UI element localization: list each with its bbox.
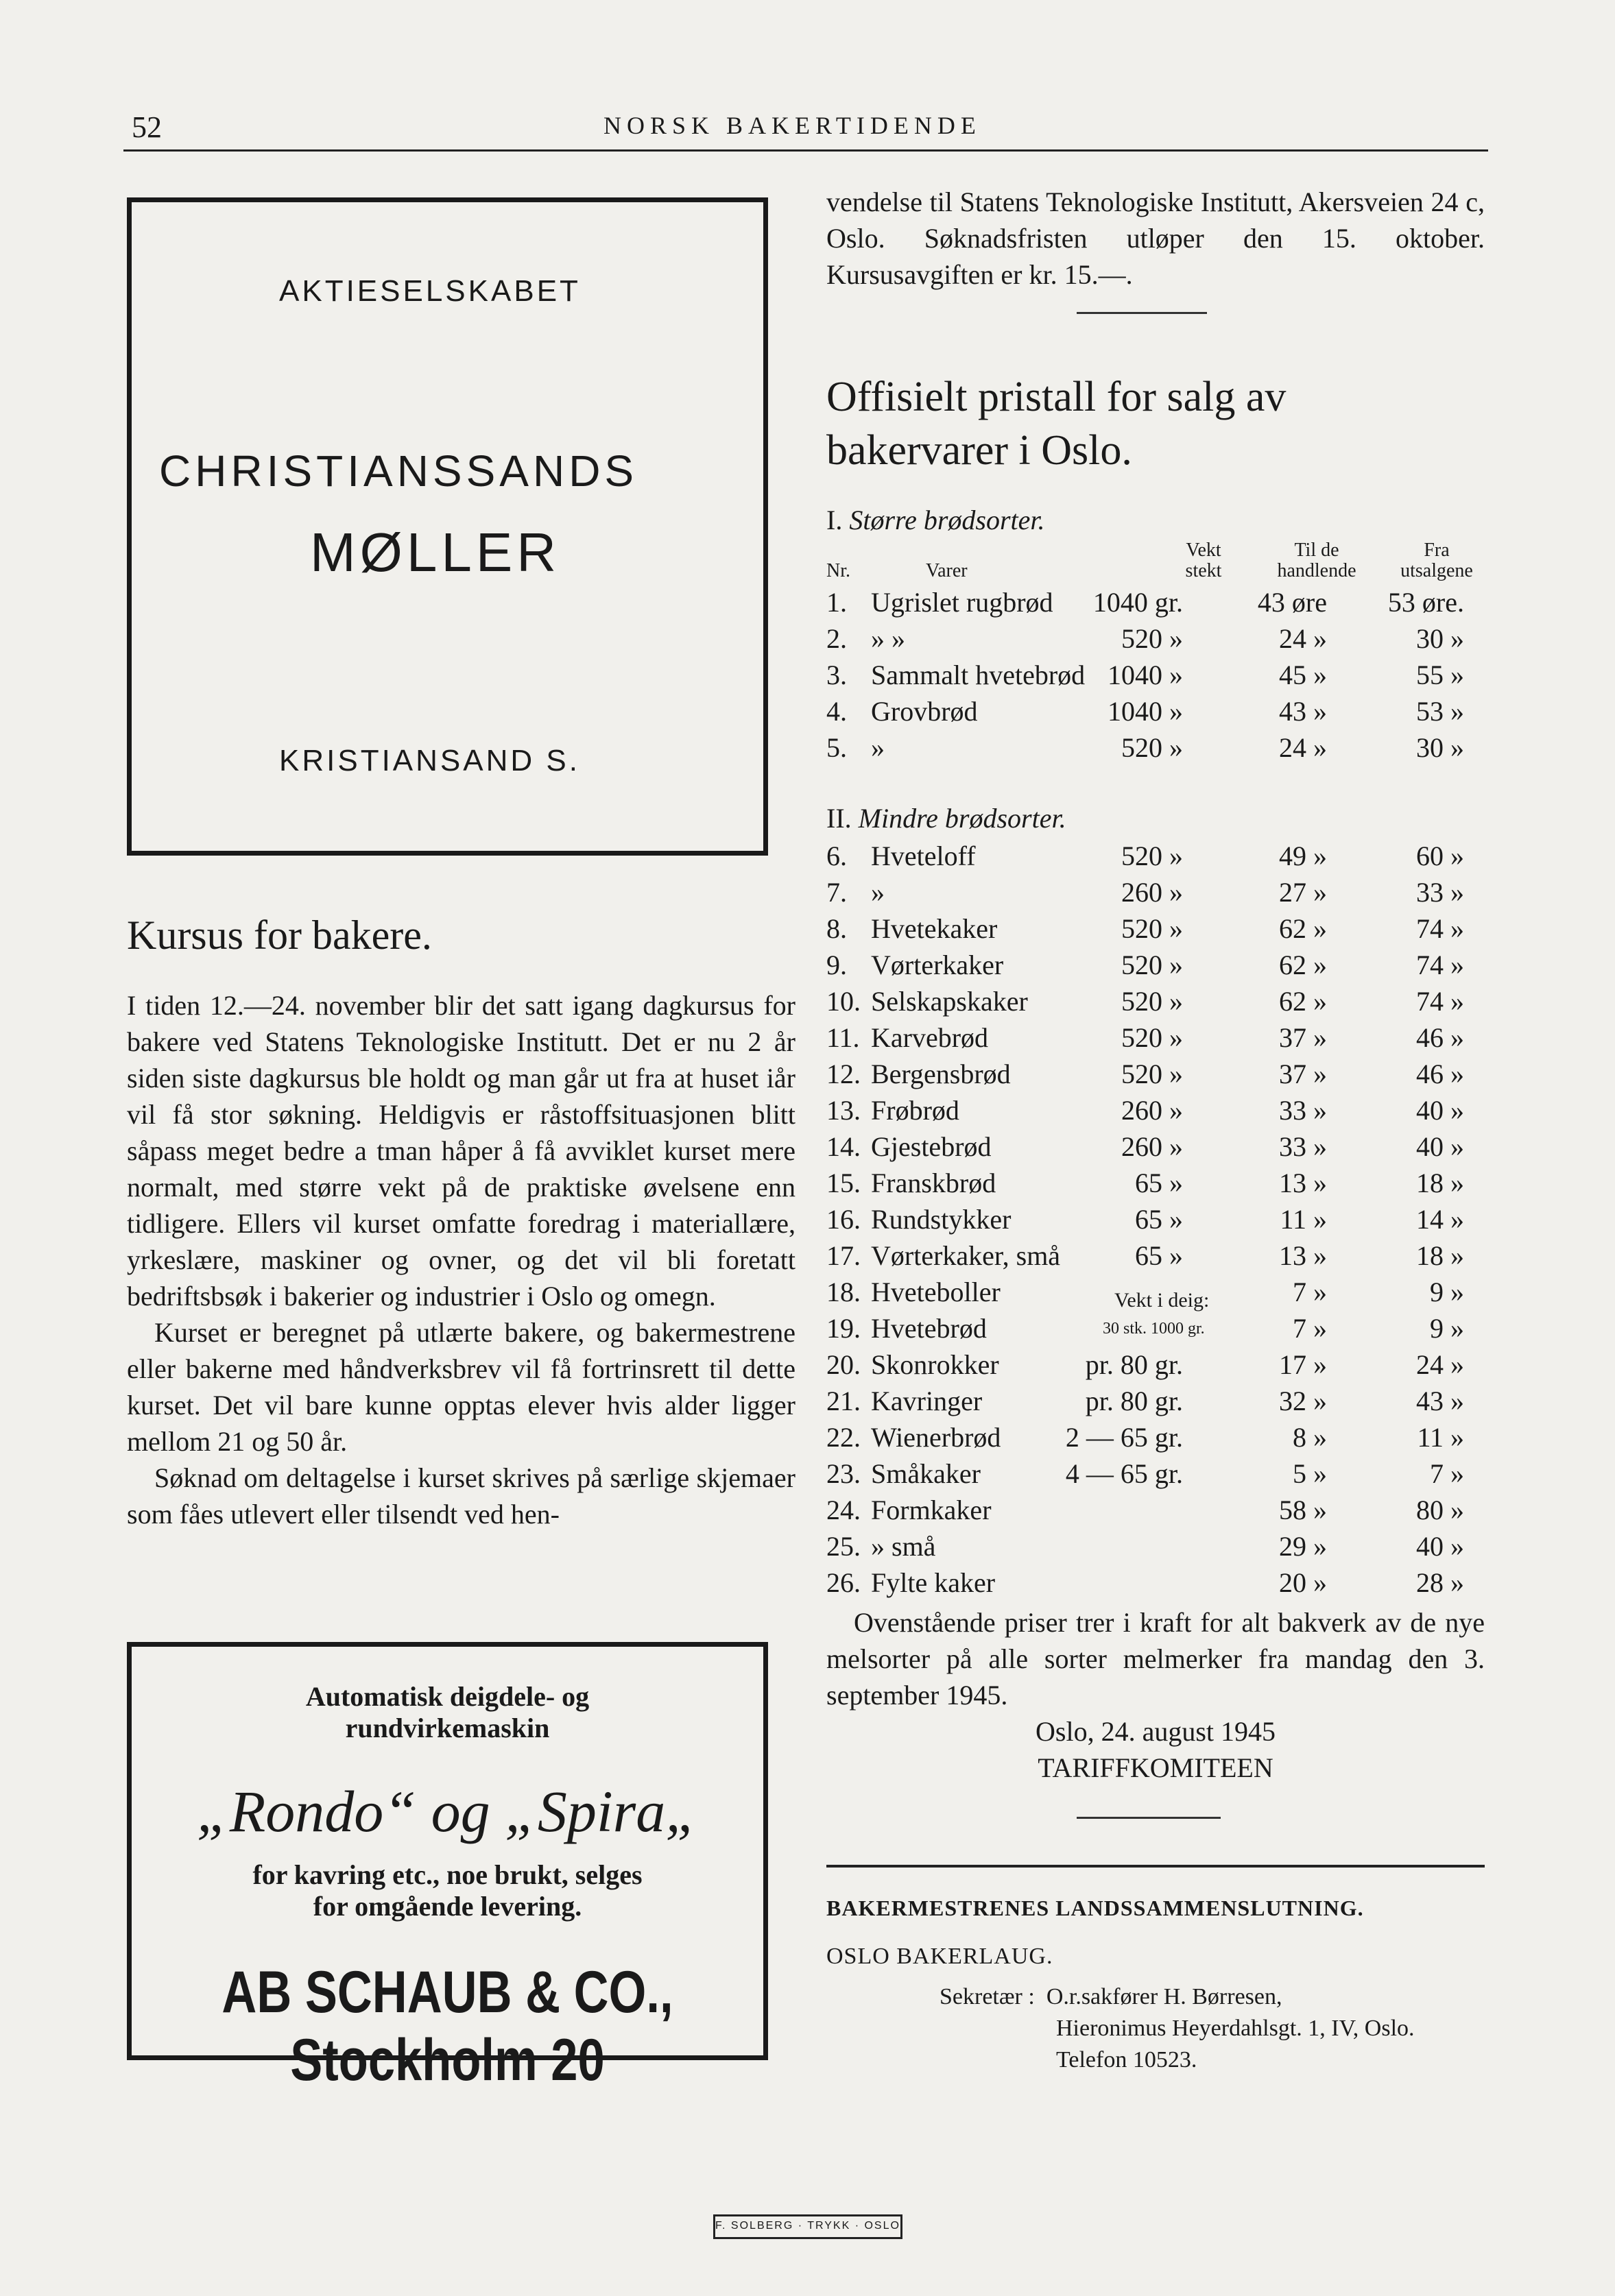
row-number: 24. <box>826 1495 861 1525</box>
row-price-retail: 40 » <box>1416 1095 1464 1126</box>
row-price-trade: 13 » <box>1279 1240 1327 1271</box>
row-price-trade: 8 » <box>1293 1422 1327 1453</box>
christianssands-ad <box>127 197 768 856</box>
row-weight: pr. 80 gr. <box>1085 1386 1183 1416</box>
row-price-trade: 27 » <box>1279 877 1327 908</box>
row-price-retail: 18 » <box>1416 1168 1464 1198</box>
row-item-name: » » <box>871 623 905 654</box>
row-weight: 520 » <box>1121 913 1183 944</box>
ad-company-name-2: MØLLER <box>310 522 560 583</box>
price-row <box>826 1421 1485 1458</box>
row-price-trade: 5 » <box>1293 1458 1327 1489</box>
col-head-text: utsalgene <box>1400 560 1473 581</box>
row-price-retail: 7 » <box>1430 1458 1464 1489</box>
price-row <box>826 586 1485 623</box>
ad-line: AKTIESELSKABET <box>279 274 581 308</box>
row-item-name: Skonrokker <box>871 1349 999 1380</box>
row-number: 16. <box>826 1204 861 1235</box>
row-item-name: » små <box>871 1531 936 1562</box>
row-item-name: Hveteboller <box>871 1277 1001 1307</box>
col-head-nr: Nr. <box>826 560 850 581</box>
row-number: 5. <box>826 732 847 763</box>
row-weight: 260 » <box>1121 1095 1183 1126</box>
ad-company: AB SCHAUB & CO., Stockholm 20 <box>222 1959 673 2093</box>
price-closing <box>826 1604 1485 1786</box>
row-price-trade: 62 » <box>1279 950 1327 980</box>
col-head-text: Til de <box>1294 540 1339 561</box>
running-head: NORSK BAKERTIDENDE <box>603 112 981 139</box>
row-item-name: Hvetebrød <box>871 1313 987 1344</box>
row-item-name: Franskbrød <box>871 1168 996 1198</box>
col-head-fra <box>1385 540 1488 581</box>
row-price-retail: 53 øre. <box>1387 587 1464 618</box>
article-paragraph: Søknad om deltagelse i kurset skrives på særlige skjemaer som fåes utlevert eller tilsendt ved hen- <box>127 1462 795 1530</box>
row-weight: 1040 » <box>1108 696 1183 727</box>
printer-imprint: F. SOLBERG · TRYKK · OSLO <box>713 2214 902 2239</box>
row-item-name: Sammalt hvetebrød <box>871 660 1086 690</box>
col-head-varer: Varer <box>926 560 968 581</box>
price-row <box>826 1458 1485 1494</box>
row-weight: 260 » <box>1121 1131 1183 1162</box>
price-heading-line: bakervarer i Oslo. <box>826 427 1132 474</box>
section-title: Mindre brødsorter. <box>858 803 1066 834</box>
row-price-retail: 46 » <box>1416 1022 1464 1053</box>
price-row <box>826 623 1485 659</box>
section-label <box>826 802 1066 834</box>
col-head-til <box>1262 540 1372 581</box>
closing-text: Ovenstående priser trer i kraft for alt bakverk av de nye melsorter på alle sorter melmerker fra mandag den 3. september 1945. <box>826 1607 1485 1711</box>
section-title: Større brødsorter. <box>849 505 1045 535</box>
row-weight: 260 » <box>1121 877 1183 908</box>
row-price-trade: 37 » <box>1279 1022 1327 1053</box>
row-number: 10. <box>826 986 861 1017</box>
row-price-trade: 37 » <box>1279 1059 1327 1089</box>
col-head-text: handlende <box>1277 560 1356 581</box>
row-price-retail: 9 » <box>1430 1313 1464 1344</box>
section-number: II. <box>826 803 852 834</box>
deig-note: 30 stk. 1000 gr. <box>1103 1320 1205 1338</box>
row-item-name: Karvebrød <box>871 1022 989 1053</box>
price-row <box>826 659 1485 695</box>
row-price-retail: 30 » <box>1416 732 1464 763</box>
row-price-retail: 53 » <box>1416 696 1464 727</box>
price-row <box>826 876 1485 913</box>
row-number: 15. <box>826 1168 861 1198</box>
section-label <box>826 504 1045 536</box>
row-number: 6. <box>826 841 847 871</box>
row-number: 11. <box>826 1022 860 1053</box>
row-price-retail: 24 » <box>1416 1349 1464 1380</box>
row-item-name: Gjestebrød <box>871 1131 992 1162</box>
col-head-text: Fra <box>1424 540 1450 561</box>
row-price-retail: 30 » <box>1416 623 1464 654</box>
price-heading <box>826 370 1286 477</box>
row-weight: 65 » <box>1135 1204 1183 1235</box>
row-price-retail: 74 » <box>1416 986 1464 1017</box>
row-weight: 4 — 65 gr. <box>1065 1458 1183 1489</box>
col-head-vekt <box>1159 540 1248 581</box>
price-row <box>826 949 1485 985</box>
col-head-text: stekt <box>1185 560 1222 581</box>
separator <box>1077 312 1207 314</box>
row-price-retail: 11 » <box>1417 1422 1464 1453</box>
row-number: 21. <box>826 1386 861 1416</box>
row-number: 14. <box>826 1131 861 1162</box>
row-price-trade: 33 » <box>1279 1131 1327 1162</box>
row-number: 12. <box>826 1059 861 1089</box>
row-price-trade: 32 » <box>1279 1386 1327 1416</box>
price-heading-line: Offisielt pristall for salg av <box>826 374 1287 420</box>
row-number: 23. <box>826 1458 861 1489</box>
row-number: 4. <box>826 696 847 727</box>
row-price-trade: 45 » <box>1279 660 1327 690</box>
row-price-retail: 40 » <box>1416 1131 1464 1162</box>
price-row <box>826 1022 1485 1058</box>
row-item-name: Grovbrød <box>871 696 978 727</box>
ad-text: rundvirkemaskin <box>345 1713 550 1743</box>
row-price-retail: 80 » <box>1416 1495 1464 1525</box>
organisation-sub: OSLO BAKERLAUG. <box>826 1944 1053 1969</box>
row-weight: 520 » <box>1121 732 1183 763</box>
row-item-name: Hvetekaker <box>871 913 998 944</box>
committee: TARIFFKOMITEEN <box>1038 1752 1273 1783</box>
row-item-name: Ugrislet rugbrød <box>871 587 1053 618</box>
price-row <box>826 1058 1485 1094</box>
ad-text: Automatisk deigdele- og <box>305 1681 590 1712</box>
place-date: Oslo, 24. august 1945 <box>1036 1716 1276 1747</box>
article-paragraph: Kurset er beregnet på utlærte bakere, og bakermestrene eller bakerne med håndverksbrev vil få fortrinsrett til dette kurset. Det vil bare kunne opptas elever hvis alder ligger mellom 21 og 50 år. <box>127 1317 795 1457</box>
price-row <box>826 1530 1485 1567</box>
organisation-heading: BAKERMESTRENES LANDSSAMMENSLUTNING. <box>826 1896 1364 1920</box>
article-heading: Kursus for bakere. <box>127 913 432 958</box>
price-row <box>826 913 1485 949</box>
row-price-trade: 17 » <box>1279 1349 1327 1380</box>
row-number: 20. <box>826 1349 861 1380</box>
ad-location: KRISTIANSAND S. <box>279 744 580 777</box>
row-price-retail: 43 » <box>1416 1386 1464 1416</box>
page-number: 52 <box>132 110 162 144</box>
row-item-name: » <box>871 732 885 763</box>
row-number: 1. <box>826 587 847 618</box>
price-row <box>826 1131 1485 1167</box>
row-price-retail: 33 » <box>1416 877 1464 908</box>
row-item-name: » <box>871 877 885 908</box>
row-number: 26. <box>826 1567 861 1598</box>
row-price-trade: 58 » <box>1279 1495 1327 1525</box>
row-price-trade: 49 » <box>1279 841 1327 871</box>
row-price-trade: 24 » <box>1279 623 1327 654</box>
price-row <box>826 1567 1485 1603</box>
row-price-retail: 55 » <box>1416 660 1464 690</box>
row-item-name: Selskapskaker <box>871 986 1028 1017</box>
row-price-retail: 74 » <box>1416 913 1464 944</box>
row-price-retail: 74 » <box>1416 950 1464 980</box>
row-price-retail: 40 » <box>1416 1531 1464 1562</box>
row-price-retail: 9 » <box>1430 1277 1464 1307</box>
price-row <box>826 1494 1485 1530</box>
ad-machine-title <box>132 1681 763 1744</box>
row-number: 13. <box>826 1095 861 1126</box>
row-number: 18. <box>826 1277 861 1307</box>
price-row <box>826 1203 1485 1240</box>
row-weight: 520 » <box>1121 986 1183 1017</box>
ad-text: for kavring etc., noe brukt, selges <box>252 1859 643 1890</box>
deig-note: Vekt i deig: <box>1114 1289 1210 1312</box>
section-rule <box>826 1865 1485 1868</box>
section-number: I. <box>826 505 843 535</box>
row-number: 22. <box>826 1422 861 1453</box>
row-item-name: Frøbrød <box>871 1095 959 1126</box>
row-number: 7. <box>826 877 847 908</box>
row-price-trade: 62 » <box>1279 913 1327 944</box>
col-head-text: Vekt <box>1186 540 1221 561</box>
price-row <box>826 840 1485 876</box>
row-weight: 1040 » <box>1108 660 1183 690</box>
row-price-retail: 18 » <box>1416 1240 1464 1271</box>
row-price-trade: 20 » <box>1279 1567 1327 1598</box>
row-number: 17. <box>826 1240 861 1271</box>
separator <box>1077 1817 1221 1819</box>
row-number: 2. <box>826 623 847 654</box>
price-row <box>826 985 1485 1022</box>
row-price-trade: 24 » <box>1279 732 1327 763</box>
price-row <box>826 695 1485 732</box>
row-price-trade: 11 » <box>1280 1204 1327 1235</box>
row-item-name: Småkaker <box>871 1458 981 1489</box>
row-price-retail: 28 » <box>1416 1567 1464 1598</box>
price-row <box>826 1385 1485 1421</box>
secretary-phone: Telefon 10523. <box>1056 2047 1197 2073</box>
ad-text: for omgående levering. <box>313 1891 582 1922</box>
row-item-name: Rundstykker <box>871 1204 1012 1235</box>
row-item-name: Wienerbrød <box>871 1422 1001 1453</box>
header-rule <box>123 149 1488 152</box>
secretary-name: O.r.sakfører H. Børresen, <box>1046 1984 1282 2009</box>
ad-product-names: „Rondo“ og „Spira„ <box>196 1778 699 1844</box>
row-price-trade: 62 » <box>1279 986 1327 1017</box>
row-weight: 520 » <box>1121 1022 1183 1053</box>
row-price-trade: 43 » <box>1279 696 1327 727</box>
row-weight: 1040 gr. <box>1092 587 1183 618</box>
price-row <box>826 1167 1485 1203</box>
row-item-name: Hveteloff <box>871 841 976 871</box>
row-weight: 520 » <box>1121 623 1183 654</box>
row-number: 8. <box>826 913 847 944</box>
row-price-trade: 29 » <box>1279 1531 1327 1562</box>
row-price-trade: 13 » <box>1279 1168 1327 1198</box>
row-price-retail: 14 » <box>1416 1204 1464 1235</box>
row-item-name: Fylte kaker <box>871 1567 996 1598</box>
row-price-trade: 7 » <box>1293 1313 1327 1344</box>
row-price-retail: 60 » <box>1416 841 1464 871</box>
secretary-address: Hieronimus Heyerdahlsgt. 1, IV, Oslo. <box>1056 2016 1415 2041</box>
row-price-trade: 43 øre <box>1257 587 1327 618</box>
row-price-retail: 46 » <box>1416 1059 1464 1089</box>
row-number: 9. <box>826 950 847 980</box>
price-row <box>826 1349 1485 1385</box>
row-number: 3. <box>826 660 847 690</box>
row-weight: 65 » <box>1135 1240 1183 1271</box>
row-number: 25. <box>826 1531 861 1562</box>
row-weight: 520 » <box>1121 1059 1183 1089</box>
secretary-label: Sekretær : <box>940 1984 1035 2009</box>
row-item-name: Kavringer <box>871 1386 983 1416</box>
secretary-block <box>940 1981 1415 2076</box>
row-item-name: Bergensbrød <box>871 1059 1011 1089</box>
row-item-name: Vørterkaker, små <box>871 1240 1061 1271</box>
price-row <box>826 1094 1485 1131</box>
row-item-name: Formkaker <box>871 1495 992 1525</box>
ad-company-name: CHRISTIANSSANDS <box>159 446 638 496</box>
row-weight: 65 » <box>1135 1168 1183 1198</box>
price-row <box>826 732 1485 768</box>
row-price-trade: 7 » <box>1293 1277 1327 1307</box>
row-weight: 2 — 65 gr. <box>1065 1422 1183 1453</box>
article-body <box>127 987 795 1532</box>
ad-offer <box>132 1859 763 1922</box>
price-row <box>826 1240 1485 1276</box>
row-weight: pr. 80 gr. <box>1085 1349 1183 1380</box>
row-weight: 520 » <box>1121 841 1183 871</box>
article-continuation: vendelse til Statens Teknologiske Institutt, Akersveien 24 c, Oslo. Søknadsfristen utløper den 15. oktober. Kursusavgiften er kr. 15.—. <box>826 186 1485 290</box>
row-number: 19. <box>826 1313 861 1344</box>
row-item-name: Vørterkaker <box>871 950 1004 980</box>
row-weight: 520 » <box>1121 950 1183 980</box>
row-price-trade: 33 » <box>1279 1095 1327 1126</box>
schaub-ad <box>127 1642 768 2093</box>
article-paragraph: I tiden 12.—24. november blir det satt igang dagkursus for bakere ved Statens Teknologiske Institutt. Det er nu 2 år siden siste dagkursus ble holdt og man går ut fra at huset iår vil få stor søkning. Heldigvis er råstoffsituasjonen blitt såpass meget bedre a tman håper å få avviklet kurset mere normalt, med større vekt på de praktiske øvelsene enn tidligere. Ellers vil kurset omfatte foredrag i materiallære, yrkeslære, maskiner og ovner, og det vil bli foretatt bedriftsbsøk i bakerier og industrier i Oslo og omegn. <box>127 990 795 1312</box>
